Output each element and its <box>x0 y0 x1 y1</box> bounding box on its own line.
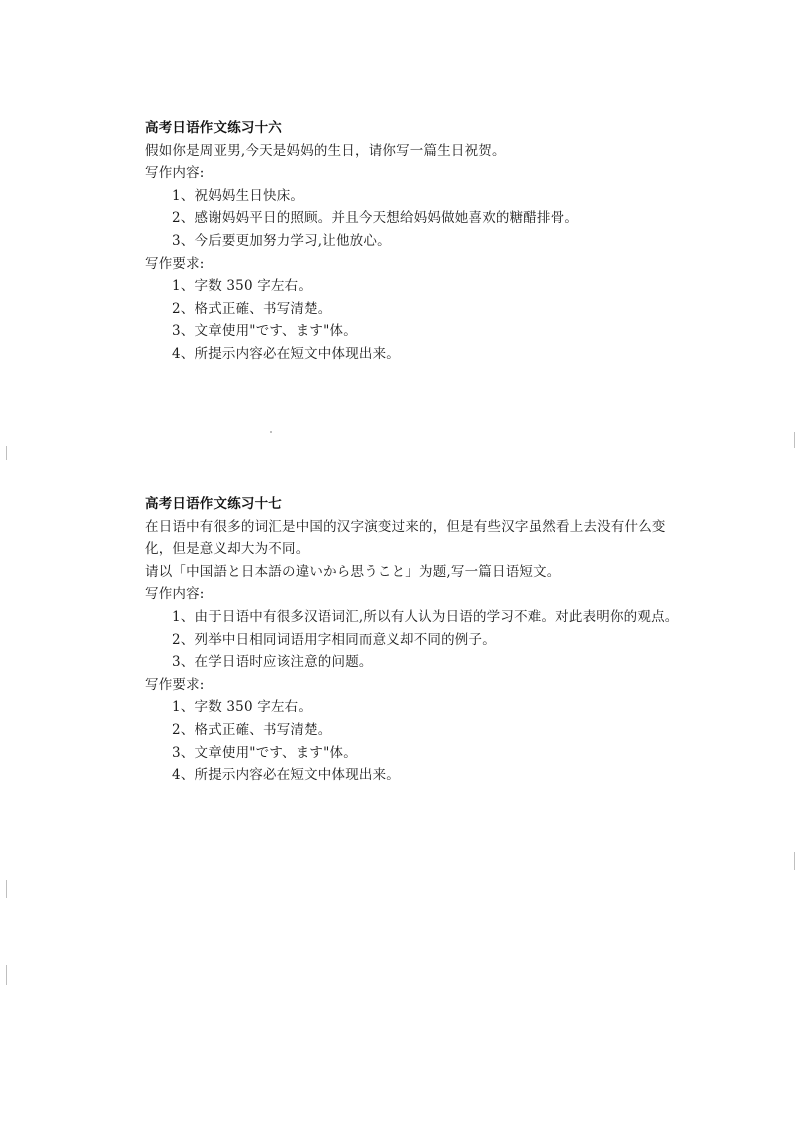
content-label: 写作内容: <box>145 165 205 182</box>
exercise-prompt: 在日语中有很多的词汇是中国的汉字演变过来的，但是有些汉字虽然看上去没有什么变 <box>145 518 666 535</box>
scan-speck <box>6 880 7 898</box>
requirement-item: 3、文章使用"です、ます"体。 <box>172 744 357 761</box>
requirement-item: 3、文章使用"です、ます"体。 <box>172 323 357 340</box>
exercise-prompt: 假如你是周亚男,今天是妈妈的生日，请你写一篇生日祝贺。 <box>145 142 506 159</box>
exercise-prompt: 化，但是意义却大为不同。 <box>145 541 310 558</box>
scan-speck <box>6 446 7 460</box>
content-item: 2、感谢妈妈平日的照顾。并且今天想给妈妈做她喜欢的糖醋排骨。 <box>172 210 579 227</box>
requirement-item: 1、字数 350 字左右。 <box>172 699 313 716</box>
exercise-prompt: 请以「中国語と日本語の違いから思うこと」为题,写一篇日语短文。 <box>145 563 561 580</box>
requirement-item: 4、所提示内容必在短文中体现出来。 <box>172 767 400 784</box>
content-item: 3、在学日语时应该注意的问题。 <box>172 654 373 671</box>
requirement-item: 2、格式正確、书写清楚。 <box>172 721 332 738</box>
scan-speck <box>794 852 795 870</box>
content-label: 写作内容: <box>145 586 205 603</box>
content-item: 1、由于日语中有很多汉语词汇,所以有人认为日语的学习不难。对此表明你的观点。 <box>172 608 679 625</box>
requirement-item: 4、所提示内容必在短文中体现出来。 <box>172 345 400 362</box>
scan-speck <box>270 431 272 433</box>
requirement-item: 2、格式正確、书写清楚。 <box>172 300 332 317</box>
scan-speck <box>794 432 795 448</box>
requirements-label: 写作要求: <box>145 255 205 272</box>
content-item: 1、祝妈妈生日快床。 <box>172 187 305 204</box>
content-item: 3、今后要更加努力学习,让他放心。 <box>172 232 391 249</box>
exercise-title: 高考日语作文练习十七 <box>145 496 282 512</box>
exercise-17 <box>145 493 765 787</box>
exercise-title: 高考日语作文练习十六 <box>145 120 282 136</box>
requirement-item: 1、字数 350 字左右。 <box>172 278 313 295</box>
requirements-label: 写作要求: <box>145 676 205 693</box>
exercise-16 <box>145 117 765 366</box>
scan-speck <box>6 965 7 985</box>
content-item: 2、列举中日相同词语用字相同而意义却不同的例子。 <box>172 631 496 648</box>
